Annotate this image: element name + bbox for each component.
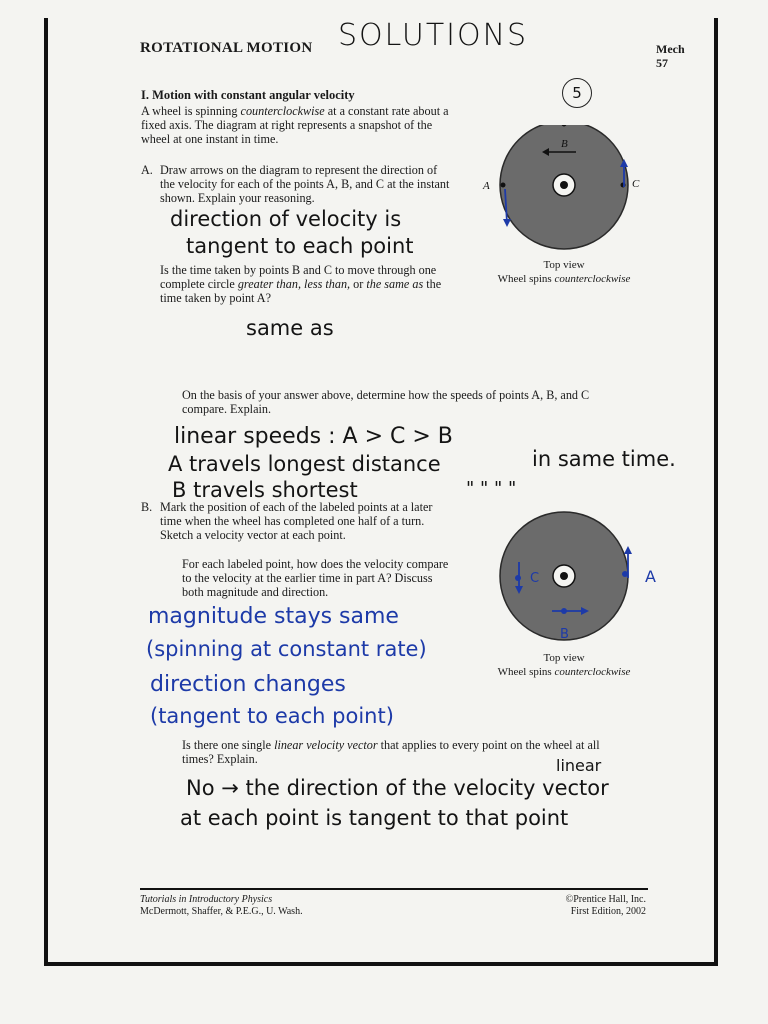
answer-b1-line2: (spinning at constant rate) — [146, 637, 427, 661]
part-a-question-2 — [160, 263, 480, 306]
intro-text-1: A wheel is spinning — [141, 104, 241, 118]
diagram-a-caption-text: Wheel spins — [497, 273, 555, 285]
answer-a3-ditto-marks: " " " " — [466, 478, 517, 499]
part-a-q1-line3: shown. Explain your reasoning. — [160, 191, 315, 206]
answer-b1-line3: direction changes — [150, 672, 346, 697]
diagram-b-caption-text: Wheel spins — [497, 666, 555, 678]
wheel-diagram-b — [478, 510, 668, 660]
footer-rule — [140, 888, 648, 890]
part-a-q1-line2: the velocity for each of the points A, B, and C at the instant — [160, 177, 450, 192]
part-a-q3-line2: compare. Explain. — [182, 402, 272, 417]
axle-center — [560, 572, 568, 580]
label-b-new: B — [560, 627, 569, 642]
footer-publisher: ©Prentice Hall, Inc. — [565, 894, 646, 905]
intro-italic: counterclockwise — [240, 104, 325, 118]
part-a-q2-italic-2: the same as — [366, 277, 424, 292]
answer-b2-line2: at each point is tangent to that point — [180, 806, 569, 830]
page-id — [656, 42, 685, 70]
axle-center — [560, 181, 568, 189]
part-b-q3-text-2: that applies to every point on the wheel at all — [377, 738, 600, 752]
part-b-q3-text: Is there one single — [182, 738, 275, 752]
answer-b2-line1: No → the direction of the velocity vector — [186, 776, 609, 800]
circled-number: 5 — [562, 78, 592, 108]
answer-b1-line1: magnitude stays same — [148, 604, 399, 629]
answer-a3-line3: B travels shortest — [172, 478, 358, 502]
diagram-b-caption-italic: counterclockwise — [554, 666, 631, 678]
footer-right — [520, 894, 646, 918]
point-a-marker — [501, 183, 506, 188]
part-a-q2-the: the — [423, 277, 442, 292]
part-b-question-2 — [182, 557, 482, 600]
diagram-b-caption-line1: Top view — [543, 652, 585, 664]
footer-book-title: Tutorials in Introductory Physics — [140, 894, 273, 905]
part-a-label: A. — [141, 163, 153, 177]
section-title: I. Motion with constant angular velocity — [141, 88, 355, 102]
part-b-q1-line3: Sketch a velocity vector at each point. — [160, 528, 346, 543]
intro-line-3: wheel at one instant in time. — [141, 132, 279, 147]
part-a-q2-or: or — [350, 277, 367, 292]
part-b-q1-line1: Mark the position of each of the labeled points at a later — [160, 500, 433, 514]
arrowhead-a — [503, 219, 511, 227]
part-a-q3-line1: On the basis of your answer above, determine how the speeds of points A, B, and C — [182, 388, 590, 402]
part-b-q3-italic: linear velocity vector — [274, 738, 378, 752]
diagram-a-caption-line1: Top view — [543, 259, 585, 271]
part-a-question-1 — [160, 163, 480, 206]
answer-a3-line2-b: in same time. — [532, 447, 676, 471]
part-b-q1-line2: time when the wheel has completed one half of a turn. — [160, 514, 425, 529]
part-b-q2-line2: to the velocity at the earlier time in part A? Discuss — [182, 571, 433, 586]
intro-text-2: at a constant rate about a — [324, 104, 449, 118]
part-a-question-3 — [182, 388, 652, 416]
footer-left — [140, 894, 303, 918]
footer-authors: McDermott, Shaffer, & P.E.G., U. Wash. — [140, 906, 303, 917]
answer-a1-line1: direction of velocity is — [170, 207, 402, 231]
part-b-q2-line3: both magnitude and direction. — [182, 585, 329, 600]
label-c-new: C — [530, 571, 540, 586]
part-b-q3-line2: times? Explain. — [182, 752, 258, 767]
header-title: ROTATIONAL MOTION — [140, 40, 313, 56]
answer-a2: same as — [246, 316, 334, 340]
label-c: C — [632, 178, 640, 190]
handwritten-solutions-title: SOLUTIONS — [338, 18, 529, 53]
part-b-question-1 — [160, 500, 480, 543]
footer-edition: First Edition, 2002 — [570, 906, 646, 917]
part-b-label: B. — [141, 500, 153, 514]
part-b-q2-line1: For each labeled point, how does the velocity compare — [182, 557, 449, 571]
label-a: A — [483, 180, 490, 192]
answer-b2-insert: linear — [556, 756, 602, 775]
part-a-q2-line3: time taken by point A? — [160, 291, 272, 306]
part-a-q1-line1: Draw arrows on the diagram to represent the direction of — [160, 163, 438, 177]
intro-line-2: fixed axis. The diagram at right represents a snapshot of the — [141, 118, 433, 133]
part-a-q2-line1: Is the time taken by points B and C to move through one — [160, 263, 437, 277]
page-number: 57 — [656, 56, 668, 70]
part-a-q2-text: complete circle — [160, 277, 238, 292]
answer-b1-line4: (tangent to each point) — [150, 704, 394, 728]
answer-a1-line2: tangent to each point — [186, 234, 414, 258]
diagram-a-caption-italic: counterclockwise — [554, 273, 631, 285]
label-a-new: A — [645, 567, 656, 586]
label-b: B — [561, 138, 568, 150]
mech-label: Mech — [656, 42, 685, 56]
diagram-b-caption — [484, 651, 644, 679]
intro-paragraph — [141, 104, 481, 147]
point-a-new-marker — [622, 571, 628, 577]
arrowhead-a-new — [624, 546, 632, 554]
answer-a3-line1: linear speeds : A > C > B — [174, 424, 453, 449]
point-c-new-marker — [515, 575, 521, 581]
diagram-a-caption — [484, 258, 644, 286]
answer-a3-line2: A travels longest distance — [168, 452, 441, 476]
part-a-q2-italic-1: greater than, less than, — [237, 277, 351, 292]
